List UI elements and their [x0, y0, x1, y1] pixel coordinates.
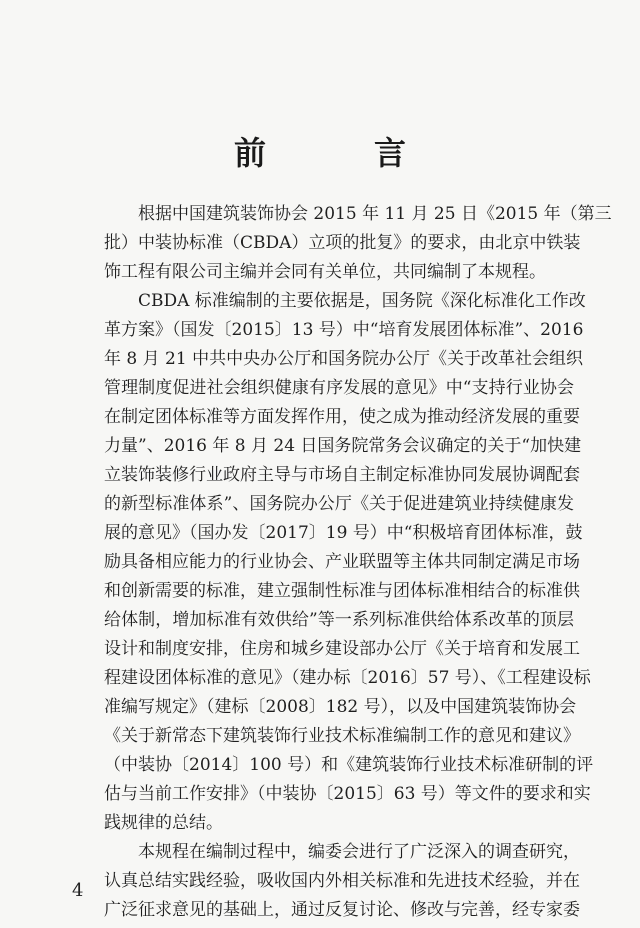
page-number: 4	[72, 880, 84, 901]
text-line: 设计和制度安排，住房和城乡建设部办公厅《关于培育和发展工	[104, 639, 580, 659]
text-line: 批）中装协标准（CBDA）立项的批复》的要求，由北京中铁装	[104, 233, 581, 253]
text-line: 给体制，增加标准有效供给”等一系列标准供给体系改革的顶层	[104, 610, 574, 630]
paragraph-2	[104, 287, 594, 838]
text-line: 展的意见》（国办发〔2017〕19 号）中“积极培育团体标准，鼓	[104, 523, 583, 543]
text-line: 《关于新常态下建筑装饰行业技术标准编制工作的意见和建议》	[104, 726, 580, 746]
paragraph-1	[104, 200, 612, 287]
text-line: 广泛征求意见的基础上，通过反复讨论、修改与完善，经专家委	[104, 900, 580, 920]
page-title: 前 言	[233, 134, 444, 172]
text-line: 年 8 月 21 中共中央办公厅和国务院办公厅《关于改革社会组织	[104, 349, 584, 369]
text-line: 力量”、2016 年 8 月 24 日国务院常务会议确定的关于“加快建	[104, 436, 582, 456]
text-line: 本规程在编制过程中，编委会进行了广泛深入的调查研究，	[104, 842, 580, 862]
body-text	[104, 200, 612, 925]
text-line: 程建设团体标准的意见》（建办标〔2016〕57 号）、《工程建设标	[104, 668, 591, 688]
paragraph-3	[104, 838, 580, 925]
text-line: 在制定团体标准等方面发挥作用，使之成为推动经济发展的重要	[104, 407, 580, 427]
text-line: 践规律的总结。	[104, 813, 223, 833]
text-line: 的新型标准体系”、国务院办公厅《关于促进建筑业持续健康发	[104, 494, 574, 514]
text-line: （中装协〔2014〕100 号）和《建筑装饰行业技术标准研制的评	[104, 755, 594, 775]
text-line: CBDA 标准编制的主要依据是，国务院《深化标准化工作改	[104, 291, 586, 311]
text-line: 立装饰装修行业政府主导与市场自主制定标准协同发展协调配套	[104, 465, 580, 485]
text-line: 革方案》（国发〔2015〕13 号）中“培育发展团体标准”、2016	[104, 320, 584, 340]
text-line: 认真总结实践经验，吸收国内外相关标准和先进技术经验，并在	[104, 871, 580, 891]
text-line: 根据中国建筑装饰协会 2015 年 11 月 25 日《2015 年（第三	[104, 204, 612, 224]
text-line: 估与当前工作安排》（中装协〔2015〕63 号）等文件的要求和实	[104, 784, 591, 804]
text-line: 励具备相应能力的行业协会、产业联盟等主体共同制定满足市场	[104, 552, 580, 572]
text-line: 管理制度促进社会组织健康有序发展的意见》中“支持行业协会	[104, 378, 574, 398]
text-line: 准编写规定》（建标〔2008〕182 号），以及中国建筑装饰协会	[104, 697, 577, 717]
text-line: 和创新需要的标准，建立强制性标准与团体标准相结合的标准供	[104, 581, 580, 601]
text-line: 饰工程有限公司主编并会同有关单位，共同编制了本规程。	[104, 262, 546, 282]
